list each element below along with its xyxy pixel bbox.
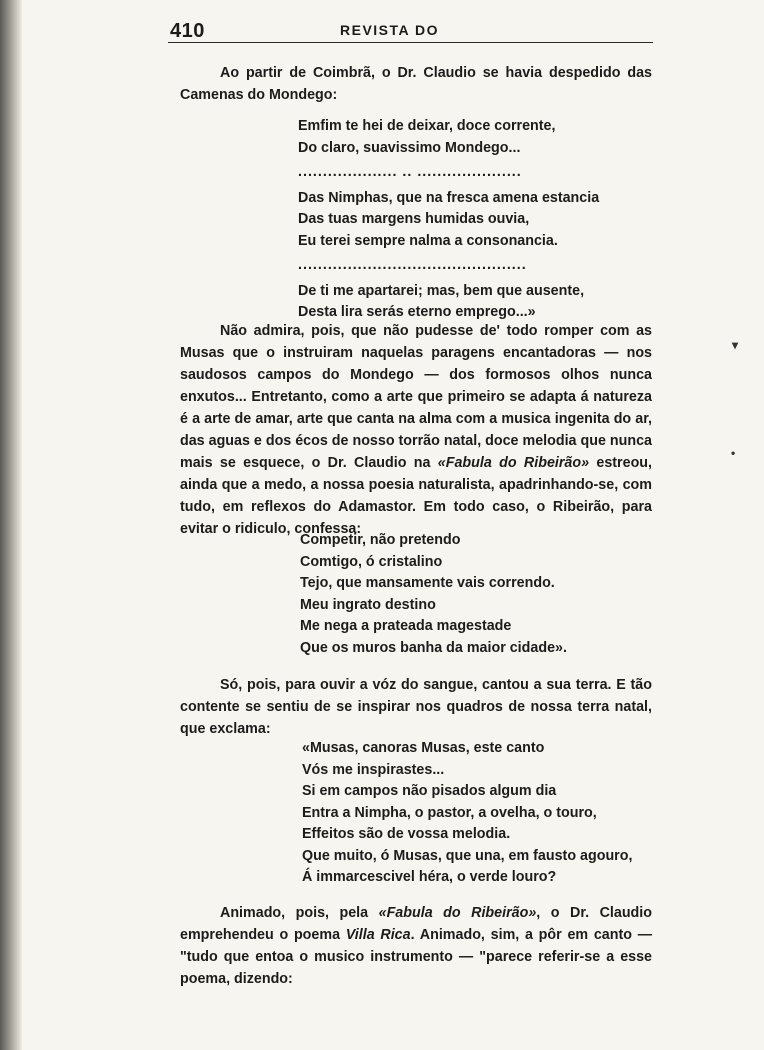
poem-3 — [302, 738, 632, 889]
ink-speck: ▾ — [732, 338, 739, 352]
ellipsis-dots: .............................................. — [298, 257, 527, 273]
verse-line: Comtigo, ó cristalino — [300, 553, 443, 570]
paragraph-4-text-c: . Animado, sim, a pôr em canto — "tudo que entoa o musico instrumento — "parece referir-se a esse poema, dizendo: — [180, 927, 653, 987]
paragraph-2-text-a: Não admira, pois, que não pudesse de' todo romper com as Musas que o instruiram naquelas paragens encantadoras — nos saudosos campos do Mondego — dos formosos olhos nunca enxutos... Entretanto, como a arte que primeiro se adapta á natureza é a arte de amar, arte que canta na alma com a musica ingenita do ar, das aguas e dos écos de nosso torrão natal, doce melodia que nunca mais se esquece, o Dr. Claudio na — [180, 323, 652, 471]
verse-line: Desta lira serás eterno emprego...» — [298, 304, 536, 320]
verse-line: Á immarcescivel héra, o verde louro? — [302, 869, 557, 885]
paragraph-3 — [180, 674, 652, 740]
paragraph-1 — [180, 62, 652, 106]
paragraph-4 — [180, 902, 652, 990]
paragraph-2 — [180, 320, 652, 540]
paragraph-4-text-b: , o Dr. Claudio emprehendeu o poema — [180, 905, 652, 943]
verse-line: Eu terei sempre nalma a consonancia. — [298, 232, 558, 249]
verse-line: De ti me apartarei; mas, bem que ausente, — [298, 282, 585, 299]
paragraph-2-italic: «Fabula do Ribeirão» — [437, 455, 590, 471]
verse-line: «Musas, canoras Musas, este canto — [302, 740, 545, 756]
paragraph-3-text: Só, pois, para ouvir a vóz do sangue, cantou a sua terra. E tão contente se sentiu de se inspirar nos quadros de nossa terra natal, que exclama: — [180, 677, 652, 737]
running-title: REVISTA DO — [340, 22, 440, 38]
paragraph-2-text-b: estreou, ainda que a medo, a nossa poesia naturalista, apadrinhando-se, com tudo, em reflexos do Adamastor. Em todo caso, o Ribeirão, para evitar o ridiculo, confessa: — [180, 455, 653, 537]
verse-line: Tejo, que mansamente vais correndo. — [300, 575, 555, 591]
verse-line: Me nega a prateada magestade — [300, 618, 512, 634]
poem-1 — [298, 116, 599, 324]
header-rule — [168, 42, 653, 43]
verse-line: Que muito, ó Musas, que una, em fausto agouro, — [302, 847, 633, 864]
verse-line: Si em campos não pisados algum dia — [302, 783, 557, 799]
paragraph-1-text: Ao partir de Coimbrã, o Dr. Claudio se havia despedido das Camenas do Mondego: — [180, 65, 652, 103]
paragraph-4-text-a: Animado, pois, pela — [220, 905, 379, 921]
ink-speck: • — [731, 446, 736, 460]
ellipsis-dots: .................... .. ..................... — [298, 164, 522, 180]
verse-line: Do claro, suavissimo Mondego... — [298, 139, 521, 156]
paragraph-4-italic-b: Villa Rica — [345, 927, 411, 943]
verse-line: Competir, não pretendo — [300, 532, 461, 548]
verse-line: Das tuas margens humidas ouvia, — [298, 211, 530, 227]
verse-line: Meu ingrato destino — [300, 596, 436, 613]
verse-line: Das Nimphas, que na fresca amena estancia — [298, 189, 600, 206]
book-binding-shadow — [0, 0, 22, 1050]
verse-line: Emfim te hei de deixar, doce corrente, — [298, 118, 556, 134]
verse-line: Que os muros banha da maior cidade». — [300, 639, 567, 656]
poem-2 — [300, 530, 567, 659]
verse-line: Effeitos são de vossa melodia. — [302, 826, 511, 842]
verse-line: Entra a Nimpha, o pastor, a ovelha, o touro, — [302, 804, 597, 821]
page-number: 410 — [170, 20, 205, 42]
verse-line: Vós me inspirastes... — [302, 761, 445, 778]
paragraph-4-italic-a: «Fabula do Ribeirão» — [378, 905, 537, 921]
